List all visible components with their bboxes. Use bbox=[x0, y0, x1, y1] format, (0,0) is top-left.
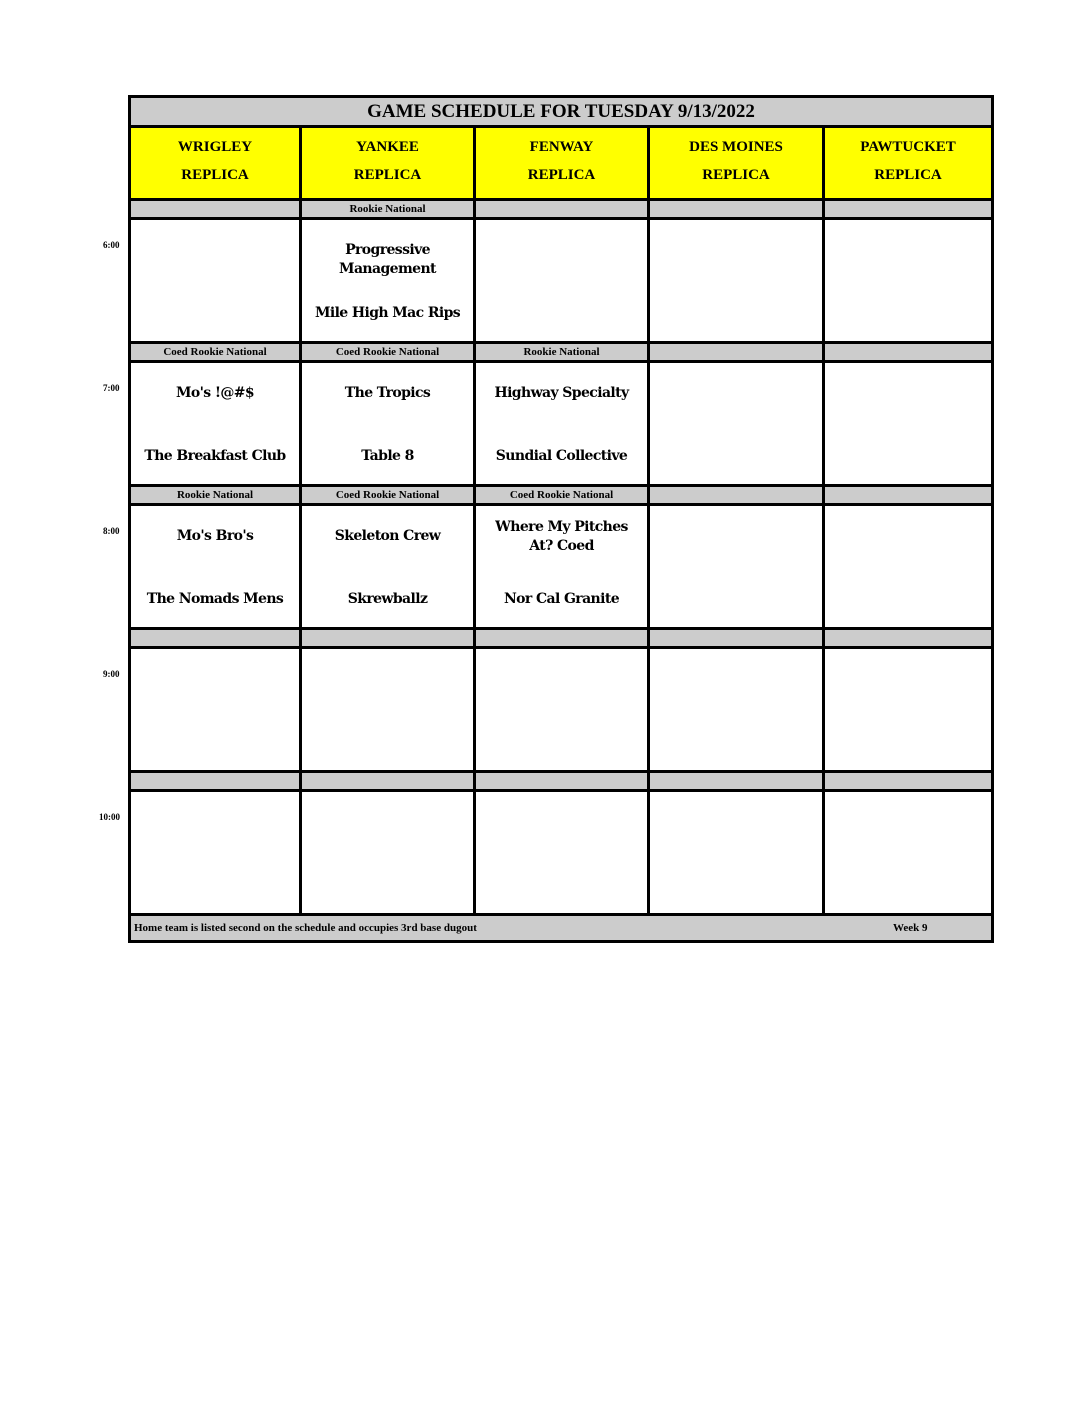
division-label bbox=[825, 344, 991, 360]
away-team: Mo's !@#$ bbox=[175, 385, 255, 401]
time-label: 8:00 bbox=[103, 526, 120, 536]
home-team: Table 8 bbox=[361, 448, 414, 464]
division-label bbox=[650, 344, 825, 360]
game-cell bbox=[825, 649, 991, 770]
away-team: Skeleton Crew bbox=[334, 528, 441, 544]
division-label bbox=[131, 201, 302, 217]
game-row bbox=[131, 220, 991, 344]
field-header-pawtucket: PAWTUCKET REPLICA bbox=[825, 128, 991, 198]
home-team: Nor Cal Granite bbox=[503, 591, 620, 607]
field-header-row bbox=[131, 128, 991, 201]
game-cell bbox=[302, 506, 476, 627]
division-label bbox=[825, 201, 991, 217]
game-cell bbox=[302, 792, 476, 913]
home-team: Sundial Collective bbox=[495, 448, 628, 464]
game-row bbox=[131, 792, 991, 916]
time-label: 6:00 bbox=[103, 240, 120, 250]
division-label: Rookie National bbox=[302, 201, 476, 217]
game-cell bbox=[302, 649, 476, 770]
game-row bbox=[131, 506, 991, 630]
game-cell bbox=[302, 220, 476, 341]
division-label bbox=[825, 630, 991, 646]
away-team: Progressive Management bbox=[339, 242, 436, 277]
schedule-table bbox=[128, 95, 994, 943]
game-row bbox=[131, 649, 991, 773]
home-team: Skrewballz bbox=[347, 591, 428, 607]
time-label: 7:00 bbox=[103, 383, 120, 393]
division-row bbox=[131, 344, 991, 363]
division-label bbox=[302, 773, 476, 789]
game-cell bbox=[131, 220, 302, 341]
division-label bbox=[131, 630, 302, 646]
game-cell bbox=[476, 220, 650, 341]
field-header-des-moines: DES MOINES REPLICA bbox=[650, 128, 825, 198]
game-cell bbox=[825, 506, 991, 627]
game-cell bbox=[825, 792, 991, 913]
schedule-footer bbox=[131, 916, 991, 940]
home-team: The Breakfast Club bbox=[144, 448, 286, 464]
division-label: Coed Rookie National bbox=[131, 344, 302, 360]
away-team: The Tropics bbox=[344, 385, 431, 401]
game-cell bbox=[650, 506, 825, 627]
home-team: Mile High Mac Rips bbox=[314, 305, 461, 321]
schedule-title: GAME SCHEDULE FOR TUESDAY 9/13/2022 bbox=[131, 98, 991, 128]
game-cell bbox=[131, 792, 302, 913]
away-team: Mo's Bro's bbox=[176, 528, 254, 544]
division-label: Rookie National bbox=[131, 487, 302, 503]
division-label bbox=[476, 773, 650, 789]
field-header-yankee: YANKEE REPLICA bbox=[302, 128, 476, 198]
division-label bbox=[131, 773, 302, 789]
game-cell bbox=[131, 506, 302, 627]
division-row bbox=[131, 773, 991, 792]
division-label: Rookie National bbox=[476, 344, 650, 360]
game-cell bbox=[131, 363, 302, 484]
game-cell bbox=[131, 649, 302, 770]
division-label bbox=[650, 201, 825, 217]
home-team-note: Home team is listed second on the schedule and occupies 3rd base dugout bbox=[134, 922, 477, 934]
game-cell bbox=[476, 649, 650, 770]
time-label: 9:00 bbox=[103, 669, 120, 679]
division-label bbox=[825, 773, 991, 789]
division-label bbox=[302, 630, 476, 646]
division-label bbox=[825, 487, 991, 503]
division-label: Coed Rookie National bbox=[476, 487, 650, 503]
away-team: Where My Pitches At? Coed bbox=[495, 519, 628, 554]
game-cell bbox=[302, 363, 476, 484]
game-cell bbox=[825, 220, 991, 341]
field-header-fenway: FENWAY REPLICA bbox=[476, 128, 650, 198]
game-cell bbox=[650, 649, 825, 770]
game-cell bbox=[650, 792, 825, 913]
game-cell bbox=[825, 363, 991, 484]
division-label bbox=[650, 630, 825, 646]
game-row bbox=[131, 363, 991, 487]
field-header-wrigley: WRIGLEY REPLICA bbox=[131, 128, 302, 198]
division-row bbox=[131, 487, 991, 506]
division-label bbox=[476, 201, 650, 217]
away-team: Highway Specialty bbox=[494, 385, 629, 401]
division-label: Coed Rookie National bbox=[302, 487, 476, 503]
division-label: Coed Rookie National bbox=[302, 344, 476, 360]
division-label bbox=[476, 630, 650, 646]
division-label bbox=[650, 773, 825, 789]
division-label bbox=[650, 487, 825, 503]
division-row bbox=[131, 201, 991, 220]
game-cell bbox=[650, 363, 825, 484]
game-cell bbox=[476, 792, 650, 913]
game-cell bbox=[476, 506, 650, 627]
division-row bbox=[131, 630, 991, 649]
time-label: 10:00 bbox=[99, 812, 120, 822]
game-cell bbox=[650, 220, 825, 341]
game-cell bbox=[476, 363, 650, 484]
home-team: The Nomads Mens bbox=[146, 591, 284, 607]
week-label: Week 9 bbox=[893, 922, 928, 934]
